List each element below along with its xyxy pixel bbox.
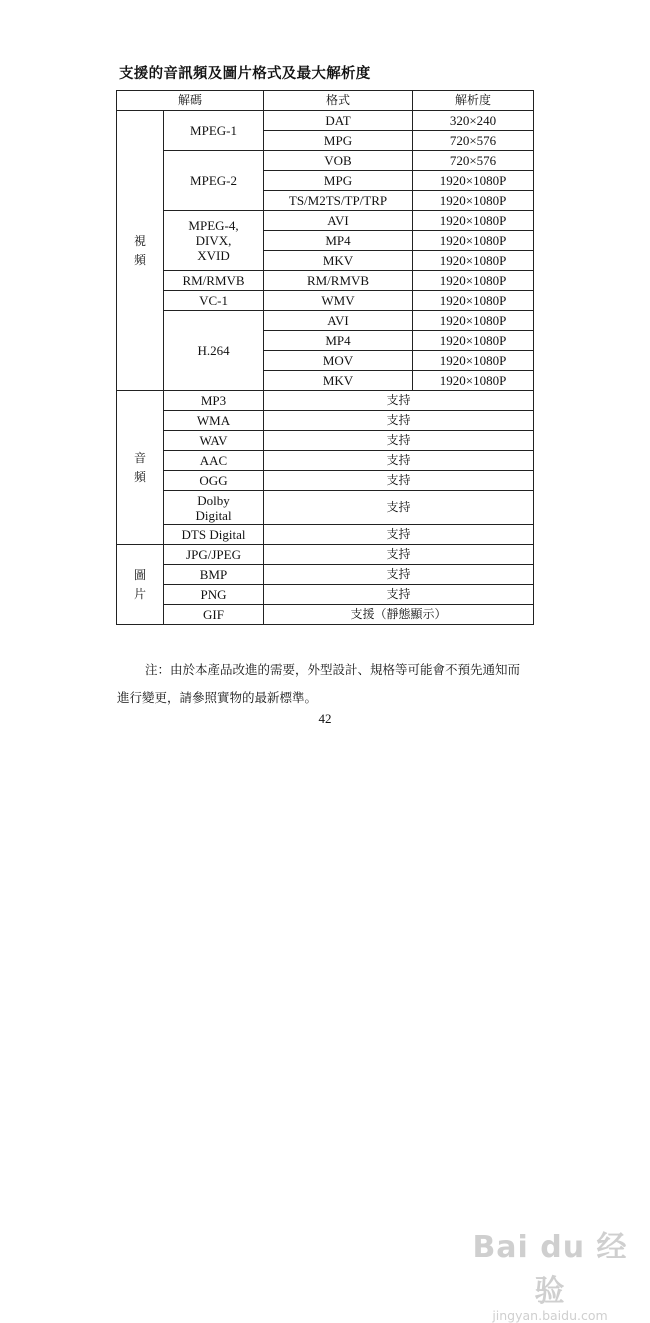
format-cell: VOB — [264, 151, 413, 171]
table-row — [117, 311, 534, 331]
decode-cell: GIF — [164, 605, 264, 625]
footnote: 注：由於本產品改進的需要，外型設計、規格等可能會不預先通知而進行變更，請參照實物的最新標準。 — [117, 662, 521, 705]
header-decode: 解碼 — [117, 91, 264, 111]
decode-cell: OGG — [164, 471, 264, 491]
table-row — [117, 565, 534, 585]
support-cell: 支持 — [264, 491, 534, 525]
support-cell: 支持 — [264, 525, 534, 545]
category-audio: 音 頻 — [117, 391, 164, 545]
decode-cell: MPEG-4, DIVX, XVID — [164, 211, 264, 271]
table-row — [117, 111, 534, 131]
format-cell: AVI — [264, 311, 413, 331]
support-cell: 支持 — [264, 431, 534, 451]
table-row — [117, 271, 534, 291]
format-cell: MKV — [264, 251, 413, 271]
decode-cell: JPG/JPEG — [164, 545, 264, 565]
format-cell: AVI — [264, 211, 413, 231]
resolution-cell: 1920×1080P — [413, 211, 534, 231]
support-cell: 支持 — [264, 451, 534, 471]
decode-cell: AAC — [164, 451, 264, 471]
table-row — [117, 605, 534, 625]
table-row — [117, 451, 534, 471]
watermark-url: jingyan.baidu.com — [492, 1308, 608, 1323]
decode-cell: RM/RMVB — [164, 271, 264, 291]
resolution-cell: 1920×1080P — [413, 271, 534, 291]
decode-cell: WAV — [164, 431, 264, 451]
table-row — [117, 491, 534, 525]
format-cell: MKV — [264, 371, 413, 391]
table-row — [117, 391, 534, 411]
resolution-cell: 720×576 — [413, 131, 534, 151]
page-number: 42 — [318, 711, 332, 726]
header-resolution: 解析度 — [413, 91, 534, 111]
table-row — [117, 545, 534, 565]
format-cell: MP4 — [264, 331, 413, 351]
table-row — [117, 211, 534, 231]
format-cell: MP4 — [264, 231, 413, 251]
decode-cell: PNG — [164, 585, 264, 605]
category-image: 圖 片 — [117, 545, 164, 625]
format-cell: TS/M2TS/TP/TRP — [264, 191, 413, 211]
resolution-cell: 1920×1080P — [413, 291, 534, 311]
support-cell: 支持 — [264, 585, 534, 605]
decode-cell: WMA — [164, 411, 264, 431]
table-header-row — [117, 91, 534, 111]
resolution-cell: 720×576 — [413, 151, 534, 171]
decode-cell: MPEG-2 — [164, 151, 264, 211]
category-video: 視 頻 — [117, 111, 164, 391]
watermark-logo: Bai du 经验 — [472, 1230, 628, 1309]
resolution-cell: 1920×1080P — [413, 191, 534, 211]
decode-cell: DTS Digital — [164, 525, 264, 545]
resolution-cell: 1920×1080P — [413, 171, 534, 191]
support-cell: 支持 — [264, 391, 534, 411]
table-row — [117, 585, 534, 605]
format-cell: MPG — [264, 171, 413, 191]
table-row — [117, 291, 534, 311]
table-row — [117, 411, 534, 431]
format-cell: DAT — [264, 111, 413, 131]
table-row — [117, 431, 534, 451]
baidu-jingyan-watermark — [470, 1222, 630, 1323]
support-cell: 支持 — [264, 411, 534, 431]
support-cell: 支持 — [264, 565, 534, 585]
support-cell: 支援（靜態顯示） — [264, 605, 534, 625]
resolution-cell: 1920×1080P — [413, 331, 534, 351]
support-cell: 支持 — [264, 545, 534, 565]
resolution-cell: 1920×1080P — [413, 311, 534, 331]
resolution-cell: 1920×1080P — [413, 231, 534, 251]
format-support-table — [116, 90, 534, 625]
resolution-cell: 1920×1080P — [413, 351, 534, 371]
resolution-cell: 1920×1080P — [413, 251, 534, 271]
decode-cell: H.264 — [164, 311, 264, 391]
table-row — [117, 525, 534, 545]
decode-cell: Dolby Digital — [164, 491, 264, 525]
resolution-cell: 320×240 — [413, 111, 534, 131]
decode-cell: BMP — [164, 565, 264, 585]
format-cell: MPG — [264, 131, 413, 151]
table-title: 支援的音訊頻及圖片格式及最大解析度 — [119, 66, 371, 82]
table-row — [117, 151, 534, 171]
header-format: 格式 — [264, 91, 413, 111]
decode-cell: VC-1 — [164, 291, 264, 311]
format-cell: WMV — [264, 291, 413, 311]
format-cell: MOV — [264, 351, 413, 371]
table-row — [117, 471, 534, 491]
format-cell: RM/RMVB — [264, 271, 413, 291]
decode-cell: MP3 — [164, 391, 264, 411]
decode-cell: MPEG-1 — [164, 111, 264, 151]
resolution-cell: 1920×1080P — [413, 371, 534, 391]
support-cell: 支持 — [264, 471, 534, 491]
